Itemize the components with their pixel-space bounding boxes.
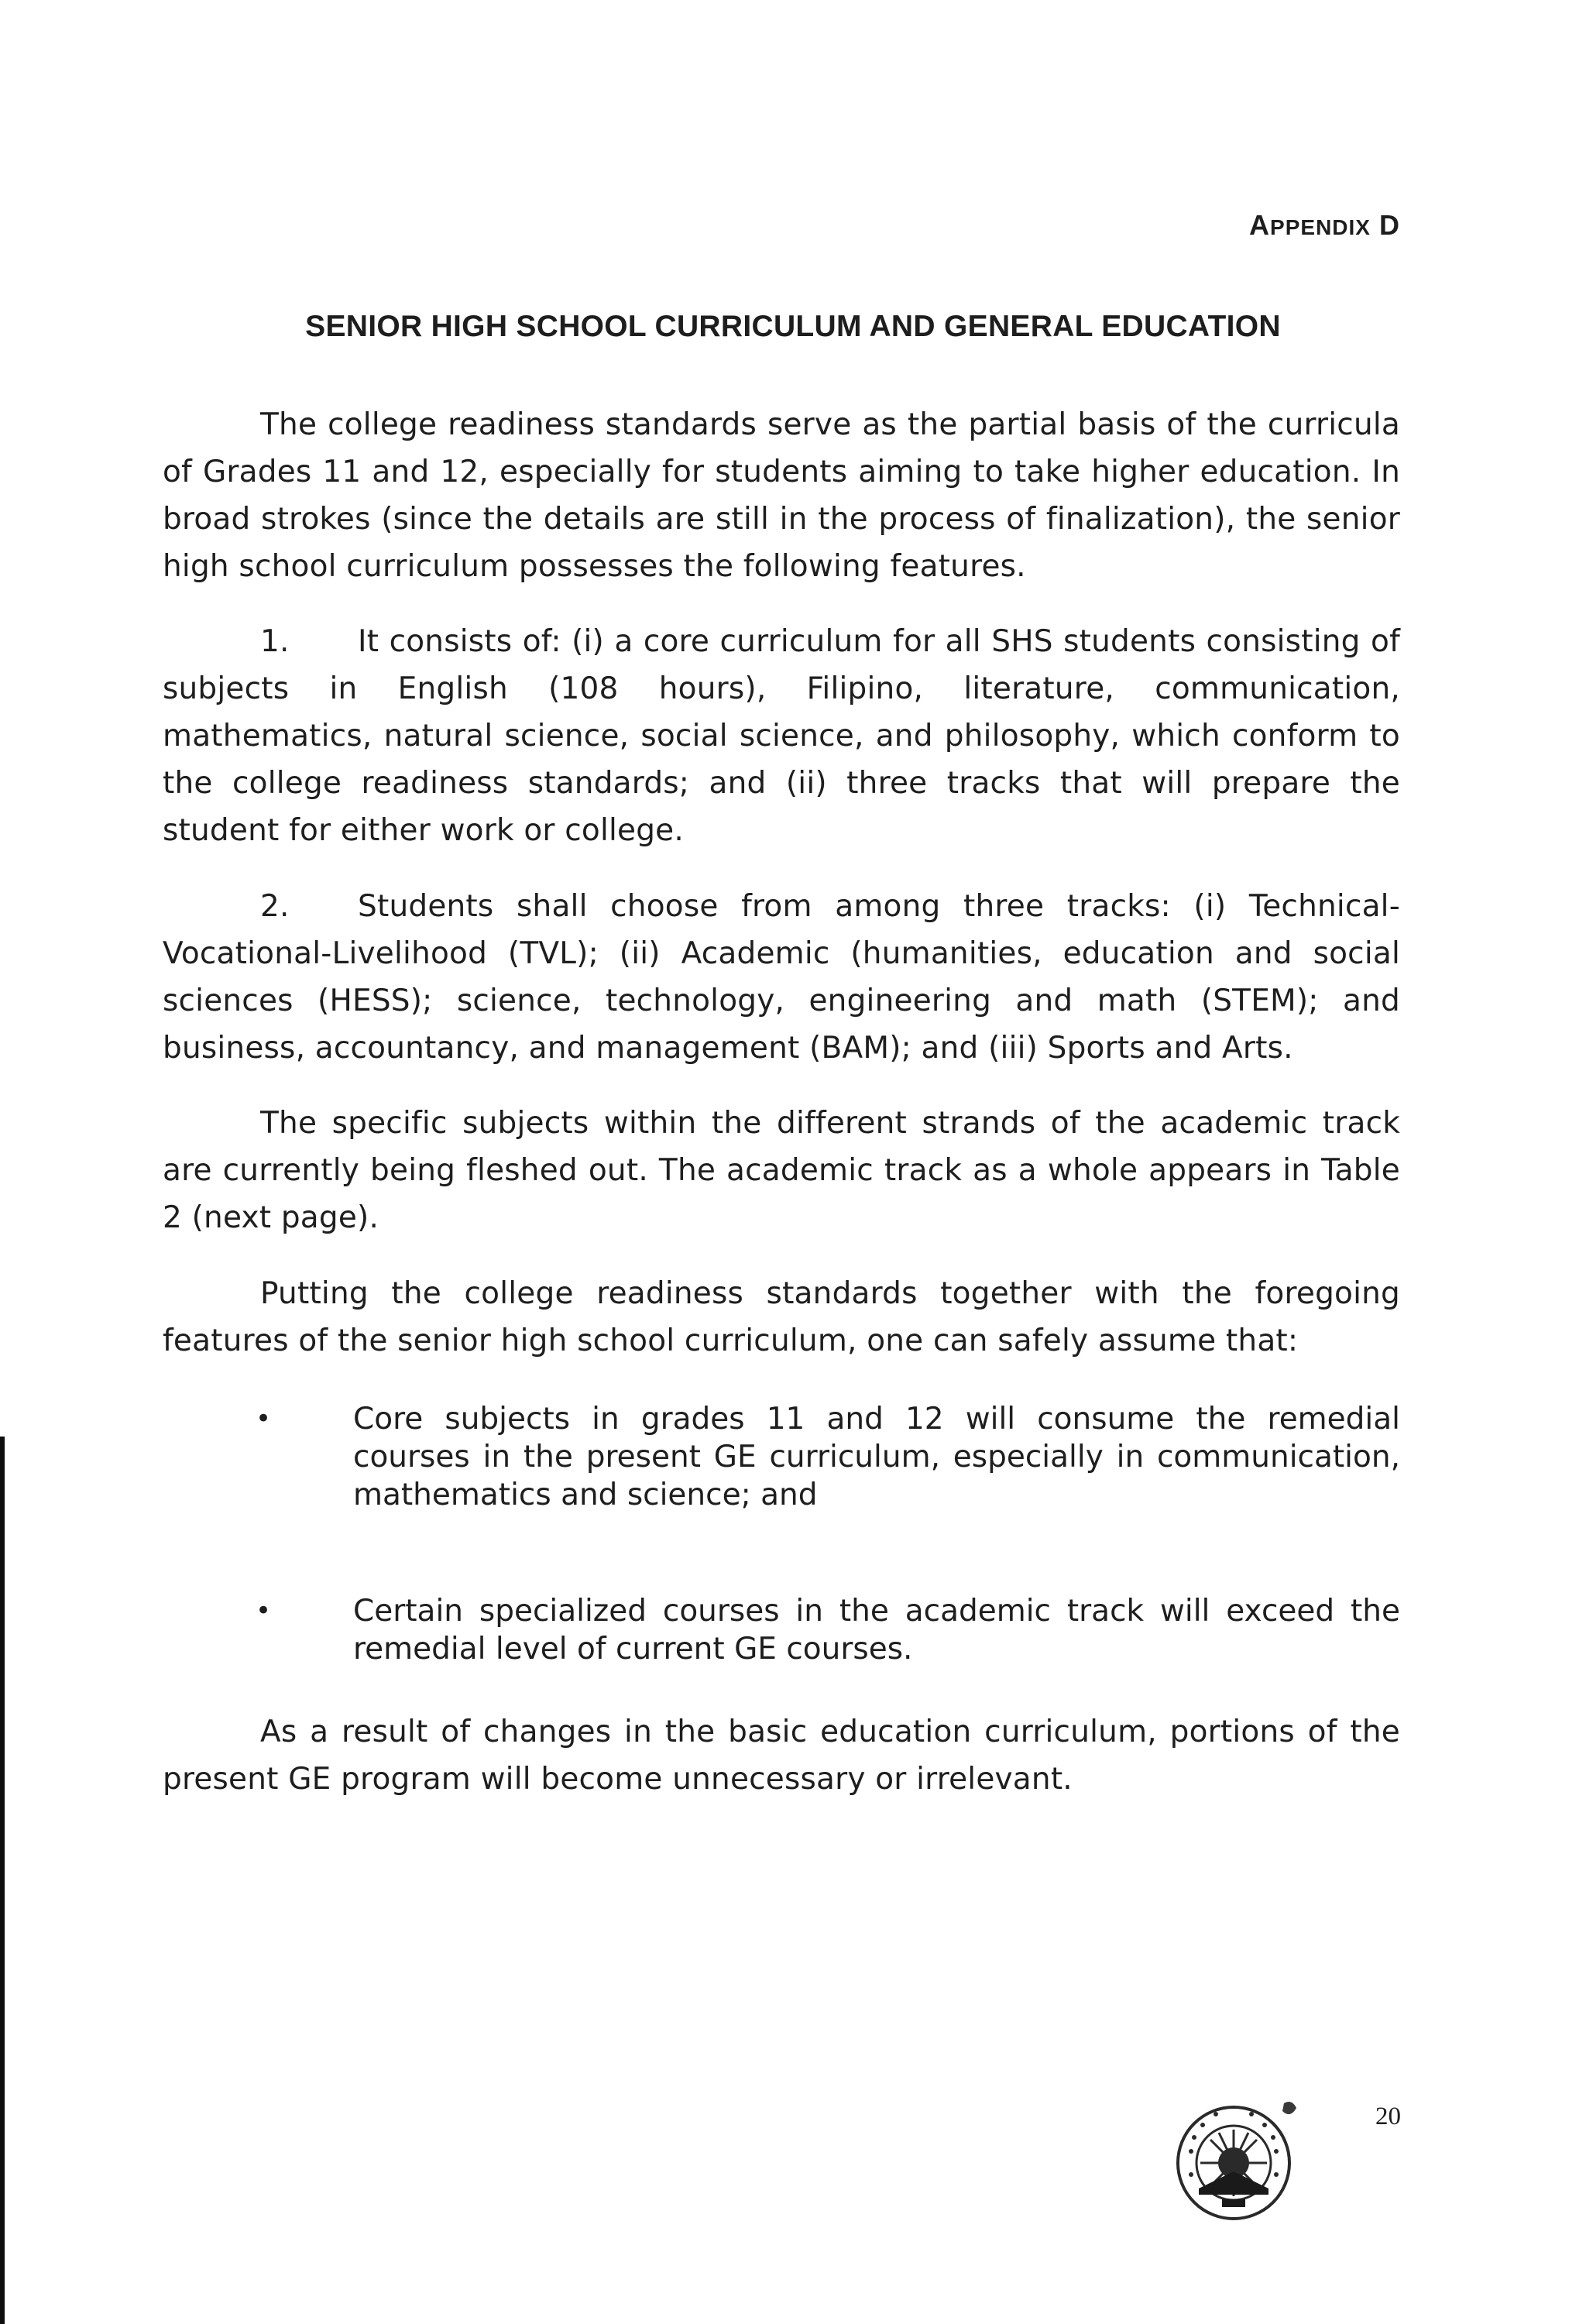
appendix-word: PPENDIX bbox=[1270, 215, 1371, 239]
list-item bbox=[256, 1592, 1400, 1668]
assumption-bullet-1 bbox=[256, 1400, 1400, 1514]
result-paragraph: As a result of changes in the basic education curriculum, portions of the present GE program will become unnecessary or irrelevant. bbox=[163, 1715, 1400, 1797]
item-number: 2. bbox=[260, 889, 290, 924]
item-text: It consists of: (i) a core curriculum for all SHS students consisting of subjects in English (108 hours), Filipino, literature, communication, mathematics, natural science, social science, and philosophy, which conform to the college readiness standards; and (ii) three tracks that will prepare the student for either work or college. bbox=[163, 624, 1400, 848]
ched-seal-icon bbox=[1168, 2097, 1299, 2229]
page-number: 20 bbox=[1375, 2103, 1401, 2130]
bullet-text: Certain specialized courses in the academic track will exceed the remedial level of current GE courses. bbox=[353, 1594, 1400, 1667]
bullet-icon: • bbox=[256, 1595, 272, 1626]
assumption-bullet-2 bbox=[256, 1592, 1400, 1668]
bullet-icon: • bbox=[256, 1403, 272, 1434]
appendix-label bbox=[1249, 209, 1400, 242]
page-title: SENIOR HIGH SCHOOL CURRICULUM AND GENERAL EDUCATION bbox=[305, 310, 1281, 343]
scan-edge bbox=[0, 1437, 5, 2324]
appendix-letter: D bbox=[1379, 209, 1400, 241]
item-number: 1. bbox=[260, 624, 290, 659]
feature-item-2 bbox=[163, 883, 1400, 1072]
item-text: Students shall choose from among three tracks: (i) Technical-Vocational-Livelihood (TVL); (ii) Academic (humanities, education and social sciences (HESS); science, technology, engineering and math (STEM); and business, accountancy, and management (BAM); and (iii) Sports and Arts. bbox=[163, 889, 1400, 1066]
bullet-text: Core subjects in grades 11 and 12 will consume the remedial courses in the present GE curriculum, especially in communication, mathematics and science; and bbox=[353, 1402, 1400, 1512]
appendix-initial: A bbox=[1249, 209, 1271, 241]
intro-paragraph: The college readiness standards serve as the partial basis of the curricula of Grades 11 and 12, especially for students aiming to take higher education. In broad strokes (since the details are still in the process of finalization), the senior high school curriculum possesses the following features. bbox=[163, 407, 1400, 584]
specific-subjects-paragraph: The specific subjects within the different strands of the academic track are currently being fleshed out. The academic track as a whole appears in Table 2 (next page). bbox=[163, 1106, 1400, 1235]
list-item bbox=[256, 1400, 1400, 1514]
feature-item-1 bbox=[163, 618, 1400, 854]
putting-paragraph: Putting the college readiness standards together with the foregoing features of the senior high school curriculum, one can safely assume that: bbox=[163, 1276, 1400, 1358]
